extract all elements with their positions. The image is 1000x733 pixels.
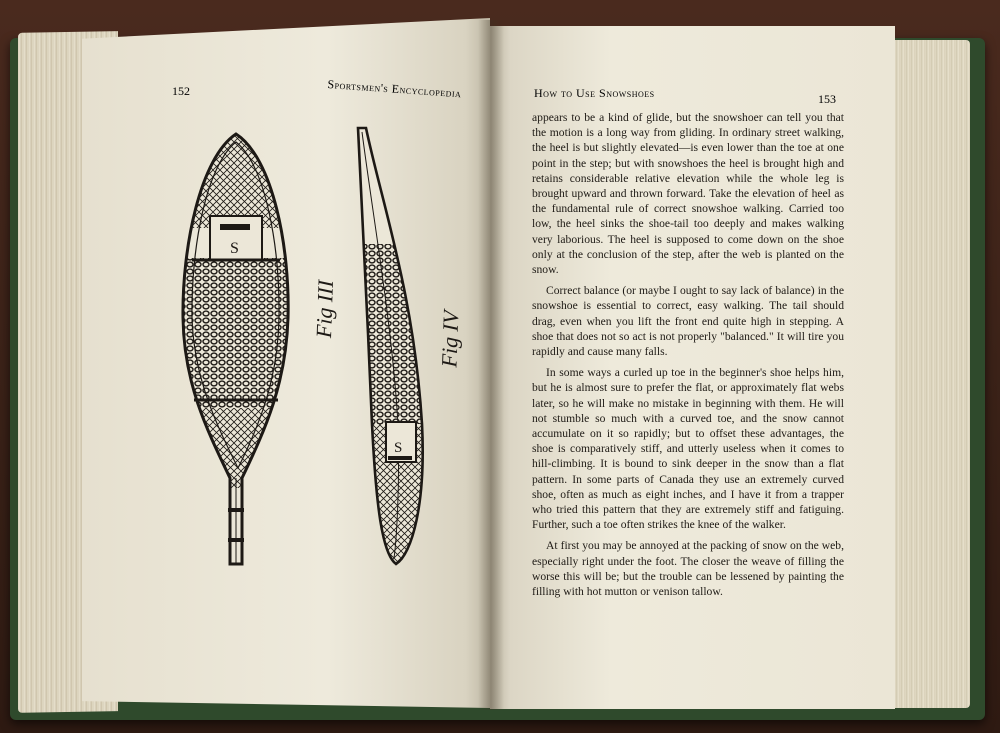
snowshoe-top-view-icon <box>178 128 294 570</box>
book-gutter <box>478 20 504 710</box>
right-page-edges <box>885 40 970 708</box>
paragraph: Correct balance (or maybe I ought to say lack of balance) in the snowshoe is essential to correct, easy walking. The tail should drag, even when you lift the front end quite high in stepping. A shoe that does not so act is not properly "balanced." It will tire you rapidly and cause many falls. <box>532 284 844 359</box>
fig-iv-label: Fig IV <box>436 310 464 368</box>
left-page-number: 152 <box>172 84 190 98</box>
paragraph: At first you may be annoyed at the packing of snow on the web, especially right under the foot. The closer the weave of filling the worse this will be; but the trouble can be lessened by painting the filling with hot mutton or venison tallow. <box>532 539 844 599</box>
right-running-header: How to Use Snowshoes <box>534 86 655 100</box>
paragraph: In some ways a curled up toe in the beginner's shoe helps him, but he is almost sure to prefer the flat, or approximately flat webs later, so he will make no mistake in beginning with them. He will not stumble so much with a curved toe, and the snow cannot accumulate on it so rapidly; but to offset these advantages, the shoe is comparatively stiff, and utterly useless when it comes to hill-climbing. It is bound to sink deeper in the snow than a flat pattern. In some parts of Canada they use an extremely curved shoe, often as much as eight inches, and I have it from a trapper who tried this pattern that they are extremely stiff and fatiguing. Further, such a toe often strikes the knee of the walker. <box>532 366 844 532</box>
svg-text:S: S <box>394 440 403 456</box>
fig-iii-label: Fig III <box>311 279 339 339</box>
snowshoe-side-view-icon <box>352 124 428 570</box>
paragraph: appears to be a kind of glide, but the snowshoer can tell you that the motion is a long way from gliding. In ordinary street walking, the heel is but slightly elevated—is even lower than the toe at one point in the step; but with snowshoes the heel is brought high and retains considerable relative elevation while the whole leg is brought upward and thrown forward. Take the elevation of heel as the fundamental rule of correct snowshoe walking. Carried too low, the heel sinks the shoe-tail too deeply and makes walking very laborious. The heel is supposed to come down on the shoe only at the conclusion of the step, after the web is planted on the snow. <box>532 111 844 277</box>
left-running-header: Sportsmen's Encyclopedia <box>327 77 462 101</box>
svg-text:S: S <box>230 240 239 257</box>
right-page-number: 153 <box>818 92 836 106</box>
body-text <box>532 110 844 605</box>
